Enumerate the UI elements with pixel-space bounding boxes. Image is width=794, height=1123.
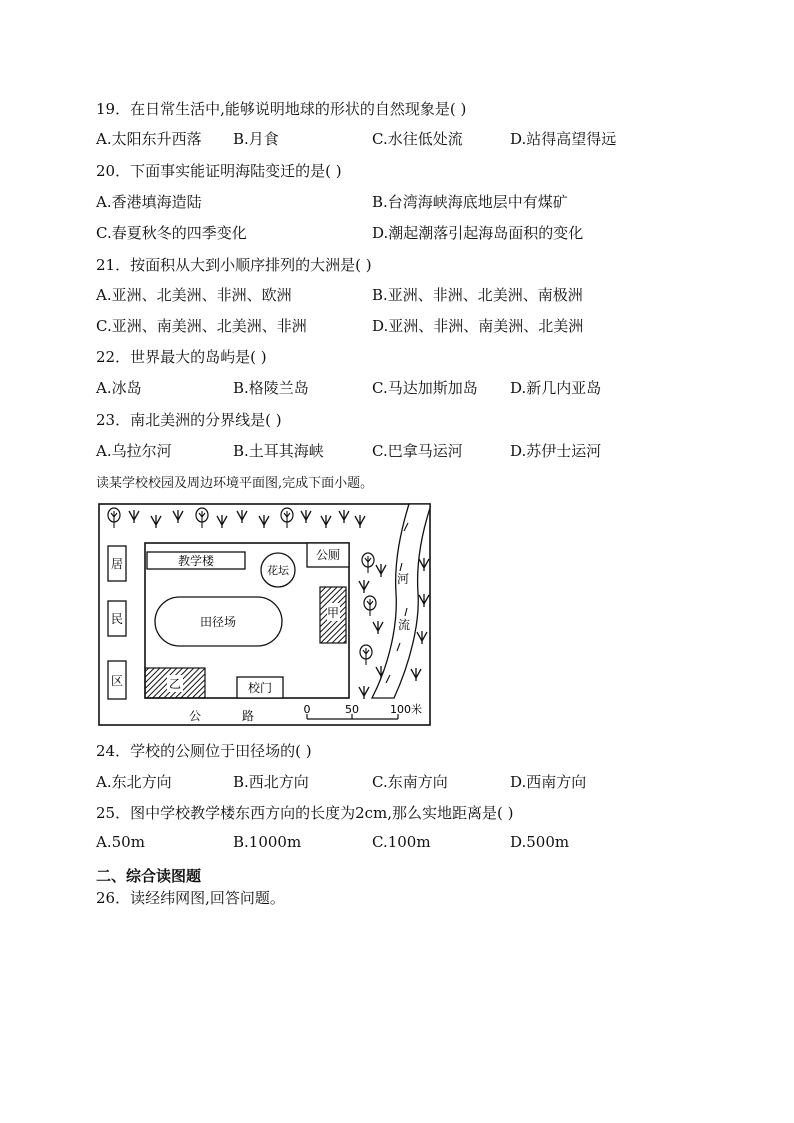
question-20-stem: 20．下面事实能证明海陆变迁的是( ) xyxy=(96,162,342,180)
residential-label-3: 区 xyxy=(110,674,124,688)
q21-option-d[interactable]: D.亚洲、非洲、南美洲、北美洲 xyxy=(372,317,584,335)
school-gate-label: 校门 xyxy=(247,681,273,695)
section-title: 二、综合读图题 xyxy=(96,867,202,885)
question-24-stem: 24．学校的公厕位于田径场的( ) xyxy=(96,742,312,760)
q20-option-b[interactable]: B.台湾海峡海底地层中有煤矿 xyxy=(372,193,568,211)
q21-option-a[interactable]: A.亚洲、北美洲、非洲、欧洲 xyxy=(96,286,292,304)
question-25-stem: 25．图中学校教学楼东西方向的长度为2cm,那么实地距离是( ) xyxy=(96,804,514,822)
school-map xyxy=(98,503,432,727)
river-label-2: 流 xyxy=(397,618,411,632)
q25-option-c[interactable]: C.100m xyxy=(372,833,431,851)
scale-label-50: 50 xyxy=(345,703,359,716)
question-22-stem: 22．世界最大的岛屿是( ) xyxy=(96,348,267,366)
q21-option-c[interactable]: C.亚洲、南美洲、北美洲、非洲 xyxy=(96,317,307,335)
track-field-label: 田径场 xyxy=(199,615,237,629)
toilet-label: 公厕 xyxy=(315,548,341,562)
q19-option-d[interactable]: D.站得高望得远 xyxy=(510,130,617,148)
q23-option-b[interactable]: B.土耳其海峡 xyxy=(233,442,324,460)
q23-option-d[interactable]: D.苏伊士运河 xyxy=(510,442,602,460)
q25-option-d[interactable]: D.500m xyxy=(510,833,570,851)
teaching-building-label: 教学楼 xyxy=(177,554,215,568)
question-21-stem: 21．按面积从大到小顺序排列的大洲是( ) xyxy=(96,256,372,274)
q24-option-a[interactable]: A.东北方向 xyxy=(96,773,172,791)
q25-option-a[interactable]: A.50m xyxy=(96,833,145,851)
building-yi-label: 乙 xyxy=(168,677,182,691)
building-jia-label: 甲 xyxy=(326,606,340,620)
q20-option-a[interactable]: A.香港填海造陆 xyxy=(96,193,202,211)
map-intro: 读某学校校园及周边环境平面图,完成下面小题。 xyxy=(96,476,374,491)
question-19-stem: 19．在日常生活中,能够说明地球的形状的自然现象是( ) xyxy=(96,100,467,118)
scale-label-0: 0 xyxy=(303,703,311,716)
flower-bed-label: 花坛 xyxy=(267,564,289,577)
question-26-stem: 26．读经纬网图,回答问题。 xyxy=(96,889,285,907)
q24-option-c[interactable]: C.东南方向 xyxy=(372,773,448,791)
residential-label-1: 居 xyxy=(110,557,124,571)
q24-option-b[interactable]: B.西北方向 xyxy=(233,773,309,791)
q21-option-b[interactable]: B.亚洲、非洲、北美洲、南极洲 xyxy=(372,286,583,304)
q23-option-c[interactable]: C.巴拿马运河 xyxy=(372,442,463,460)
q22-option-a[interactable]: A.冰岛 xyxy=(96,379,142,397)
q24-option-d[interactable]: D.西南方向 xyxy=(510,773,587,791)
q22-option-b[interactable]: B.格陵兰岛 xyxy=(233,379,309,397)
residential-label-2: 民 xyxy=(110,612,124,626)
q19-option-c[interactable]: C.水往低处流 xyxy=(372,130,463,148)
q25-option-b[interactable]: B.1000m xyxy=(233,833,302,851)
q20-option-d[interactable]: D.潮起潮落引起海岛面积的变化 xyxy=(372,224,584,242)
q22-option-c[interactable]: C.马达加斯加岛 xyxy=(372,379,478,397)
q22-option-d[interactable]: D.新几内亚岛 xyxy=(510,379,602,397)
q19-option-a[interactable]: A.太阳东升西落 xyxy=(96,130,202,148)
question-23-stem: 23．南北美洲的分界线是( ) xyxy=(96,411,282,429)
road-label-2: 路 xyxy=(241,709,255,723)
scale-label-100: 100米 xyxy=(390,703,422,716)
road-label-1: 公 xyxy=(188,709,202,723)
q19-option-b[interactable]: B.月食 xyxy=(233,130,279,148)
river-label-1: 河 xyxy=(396,572,410,586)
q23-option-a[interactable]: A.乌拉尔河 xyxy=(96,442,172,460)
q20-option-c[interactable]: C.春夏秋冬的四季变化 xyxy=(96,224,247,242)
